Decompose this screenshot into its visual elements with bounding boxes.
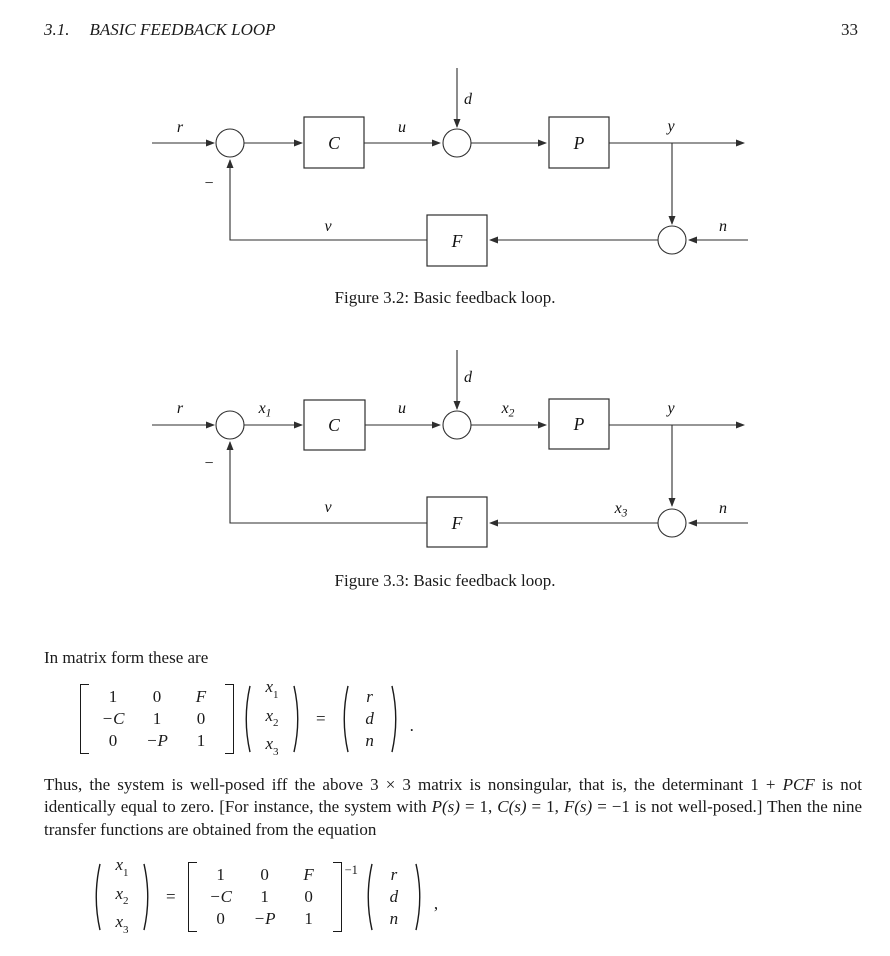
summing-junction-d <box>443 129 471 157</box>
figure-3-3-diagram <box>140 340 770 555</box>
label-d: d <box>464 369 472 386</box>
section-number: 3.1. <box>44 20 70 39</box>
label-C: C <box>328 133 340 153</box>
caption-figure-3-3: Figure 3.3: Basic feedback loop. <box>334 571 556 590</box>
label-x3: $x_3$ <box>614 500 628 520</box>
summing-junction-main <box>216 411 244 439</box>
matrix-equation-1 <box>80 677 414 758</box>
label-u: u <box>398 400 406 417</box>
label-x1: $x_1$ <box>258 400 272 420</box>
right-paren <box>390 684 402 754</box>
label-y: y <box>667 400 675 417</box>
label-minus: − <box>204 455 214 472</box>
right-paren <box>292 684 304 754</box>
coefficient-matrix: 1 0 F −C 1 0 0 −P 1 <box>101 687 207 750</box>
intro-text: In matrix form these are <box>44 648 209 667</box>
label-x2: $x_2$ <box>501 400 515 420</box>
label-P: P <box>573 414 585 434</box>
right-paren <box>142 862 154 932</box>
label-P: P <box>573 133 585 153</box>
label-d: d <box>464 91 472 108</box>
left-paren <box>90 862 102 932</box>
label-r: r <box>176 400 184 417</box>
left-square-bracket <box>80 684 89 754</box>
label-r: r <box>176 119 184 136</box>
label-C: C <box>328 415 340 435</box>
summing-junction-main <box>216 129 244 157</box>
section-title: BASIC FEEDBACK LOOP <box>89 20 276 39</box>
left-paren <box>338 684 350 754</box>
caption-figure-3-2: Figure 3.2: Basic feedback loop. <box>334 288 556 307</box>
equation-punctuation: . <box>409 716 414 735</box>
label-n: n <box>719 500 727 517</box>
equals-sign: = <box>316 709 326 728</box>
right-square-bracket <box>333 862 342 932</box>
wellposed-paragraph: Thus, the system is well-posed iff the above 3 × 3 matrix is nonsingular, that is, the determinant 1 + PCF is not identically equal to zero. [For instance, the system with P(s) = 1, C(s) = 1, F(s) = −1 is not well-posed.] Then the nine transfer functions are obtained from the equation <box>44 775 863 839</box>
right-paren <box>414 862 426 932</box>
label-n: n <box>719 218 727 235</box>
right-square-bracket <box>225 684 234 754</box>
label-u: u <box>398 119 406 136</box>
label-v: v <box>324 499 332 516</box>
running-header <box>44 20 276 40</box>
label-F: F <box>451 231 463 251</box>
summing-junction-n <box>658 226 686 254</box>
left-paren <box>362 862 374 932</box>
label-y: y <box>667 118 675 135</box>
input-vector: r d n <box>389 865 399 928</box>
equals-sign: = <box>166 887 176 906</box>
figure-3-2-diagram <box>140 60 770 280</box>
input-vector: r d n <box>365 687 374 750</box>
label-v: v <box>324 218 332 235</box>
label-F: F <box>451 513 463 533</box>
state-vector: $x_1$ $x_2$ $x_3$ <box>115 855 129 936</box>
equation-punctuation: , <box>433 894 439 913</box>
matrix-equation-2 <box>90 855 439 936</box>
left-paren <box>240 684 252 754</box>
inverse-exponent: −1 <box>344 863 358 877</box>
label-minus: − <box>204 175 214 192</box>
summing-junction-d <box>443 411 471 439</box>
state-vector: $x_1$ $x_2$ $x_3$ <box>265 677 279 758</box>
left-square-bracket <box>188 862 197 932</box>
page-number: 33 <box>841 20 858 39</box>
summing-junction-n <box>658 509 686 537</box>
coefficient-matrix: 1 0 F −C 1 0 0 −P 1 <box>209 865 314 928</box>
